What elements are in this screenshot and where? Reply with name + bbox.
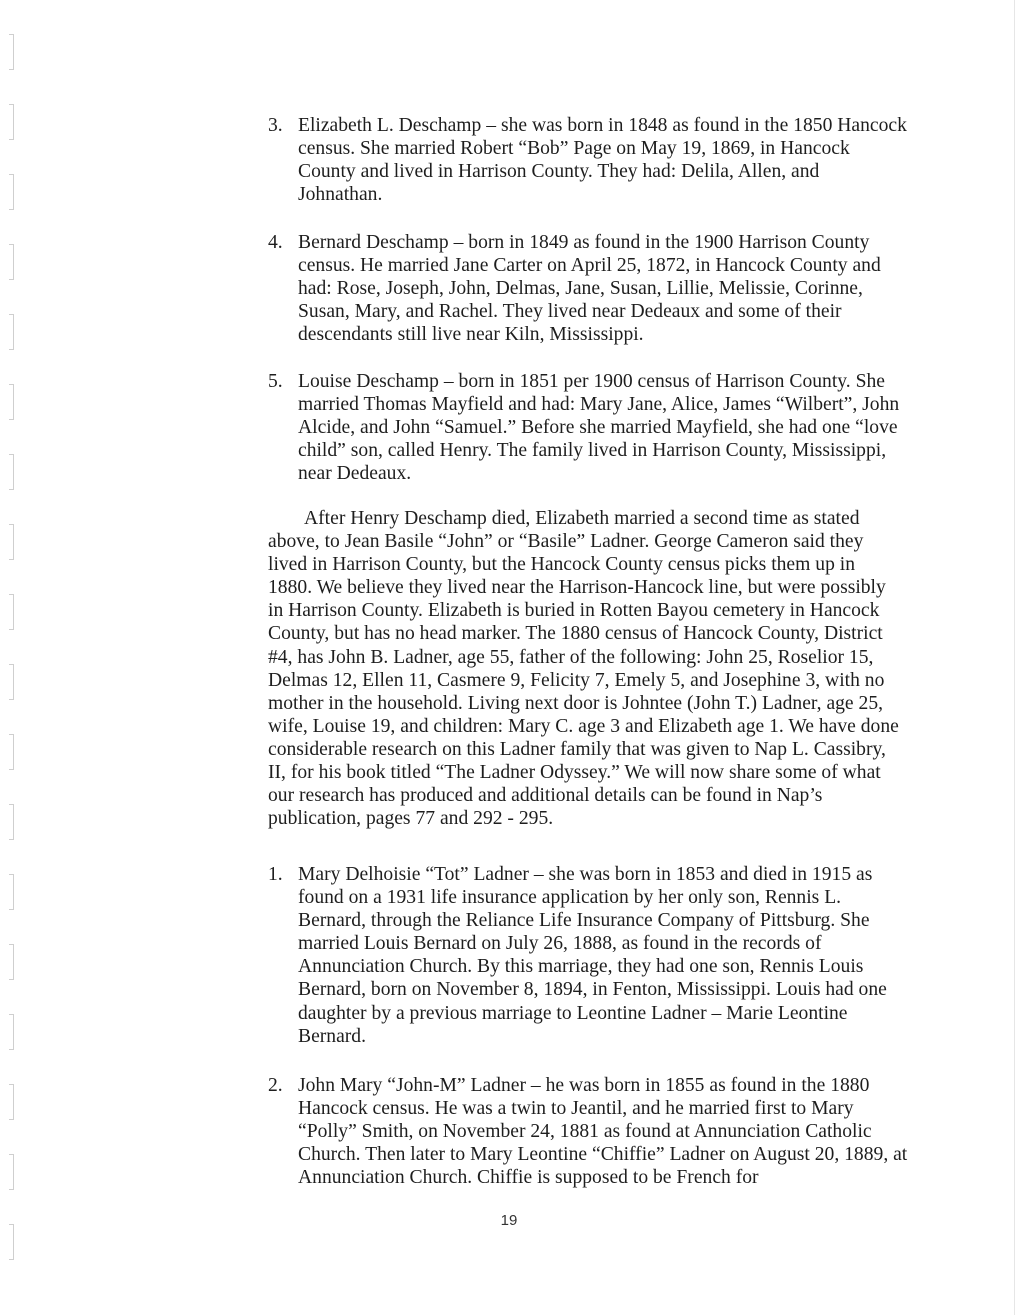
- list-item-text: Bernard Deschamp – born in 1849 as found in the 1900 Harrison County census. He married Jane Carter on April 25, 1872, in Hancock County and had: Rose, Joseph, John, Delmas, Jane, Susan, Lillie, Melissie, Corinne, Susan, Mary, and Rachel. They lived near Dedeaux and some of their descendants still live near Kiln, Mississippi.: [298, 232, 881, 346]
- list-item-number: 3.: [268, 115, 283, 136]
- list-item-text: Elizabeth L. Deschamp – she was born in 1848 as found in the 1850 Hancock census. She married Robert “Bob” Page on May 19, 1869, in Hancock County and lived in Harrison County. They had: Delila, Allen, and Johnathan.: [298, 115, 907, 206]
- list-item: [268, 231, 908, 346]
- list-item: [268, 114, 908, 206]
- body-paragraph: After Henry Deschamp died, Elizabeth married a second time as stated above, to Jean Basile “John” or “Basile” Ladner. George Cameron said they lived in Harrison County, but the Hancock County census picks them up in 1880. We believe they lived near the Harrison-Hancock line, but were possibly in Harrison County. Elizabeth is buried in Rotten Bayou cemetery in Hancock County, but has no head marker. The 1880 census of Hancock County, District #4, has John B. Ladner, age 55, father of the following: John 25, Roselior 15, Delmas 12, Ellen 11, Casmere 9, Felicity 7, Emely 5, and Josephine 3, with no mother in the household. Living next door is Johntee (John T.) Ladner, age 25, wife, Louise 19, and children: Mary C. age 3 and Elizabeth age 1. We have done considerable research on this Ladner family that was given to Nap L. Cassibry, II, for his book titled “The Ladner Odyssey.” We will now share some of what our research has produced and additional details can be found in Nap’s publication, pages 77 and 292 - 295.: [268, 508, 899, 830]
- list-item-number: 4.: [268, 232, 283, 253]
- scan-edge: [1014, 0, 1015, 1315]
- binding-holes: [0, 0, 20, 1315]
- list-item: [268, 1074, 908, 1189]
- list-item-number: 1.: [268, 864, 283, 885]
- list-item-text: John Mary “John-M” Ladner – he was born in 1855 as found in the 1880 Hancock census. He was a twin to Jeantil, and he married first to Mary “Polly” Smith, on November 24, 1881 as found at Annunciation Catholic Church. Then later to Mary Leontine “Chiffie” Ladner on August 20, 1889, at Annunciation Church. Chiffie is supposed to be French for: [298, 1075, 908, 1189]
- list-item-text: Louise Deschamp – born in 1851 per 1900 census of Harrison County. She married Thomas Mayfield and had: Mary Jane, Alice, James “Wilbert”, John Alcide, and John “Samuel.” Before she married Mayfield, she had one “love child” son, called Henry. The family lived in Harrison County, Mississippi, near Dedeaux.: [298, 371, 900, 485]
- list-item: [268, 863, 908, 1048]
- page-number: 19: [500, 1212, 518, 1229]
- list-item-number: 5.: [268, 371, 283, 392]
- list-item-text: Mary Delhoisie “Tot” Ladner – she was born in 1853 and died in 1915 as found on a 1931 life insurance application by her only son, Rennis L. Bernard, through the Reliance Life Insurance Company of Pittsburg. She married Louis Bernard on July 26, 1888, as found in the records of Annunciation Church. By this marriage, they had one son, Rennis Louis Bernard, born on November 8, 1894, in Fenton, Mississippi. Louis had one daughter by a previous marriage to Leontine Ladner – Marie Leontine Bernard.: [298, 864, 887, 1047]
- list-item-number: 2.: [268, 1075, 283, 1096]
- list-item: [268, 370, 908, 485]
